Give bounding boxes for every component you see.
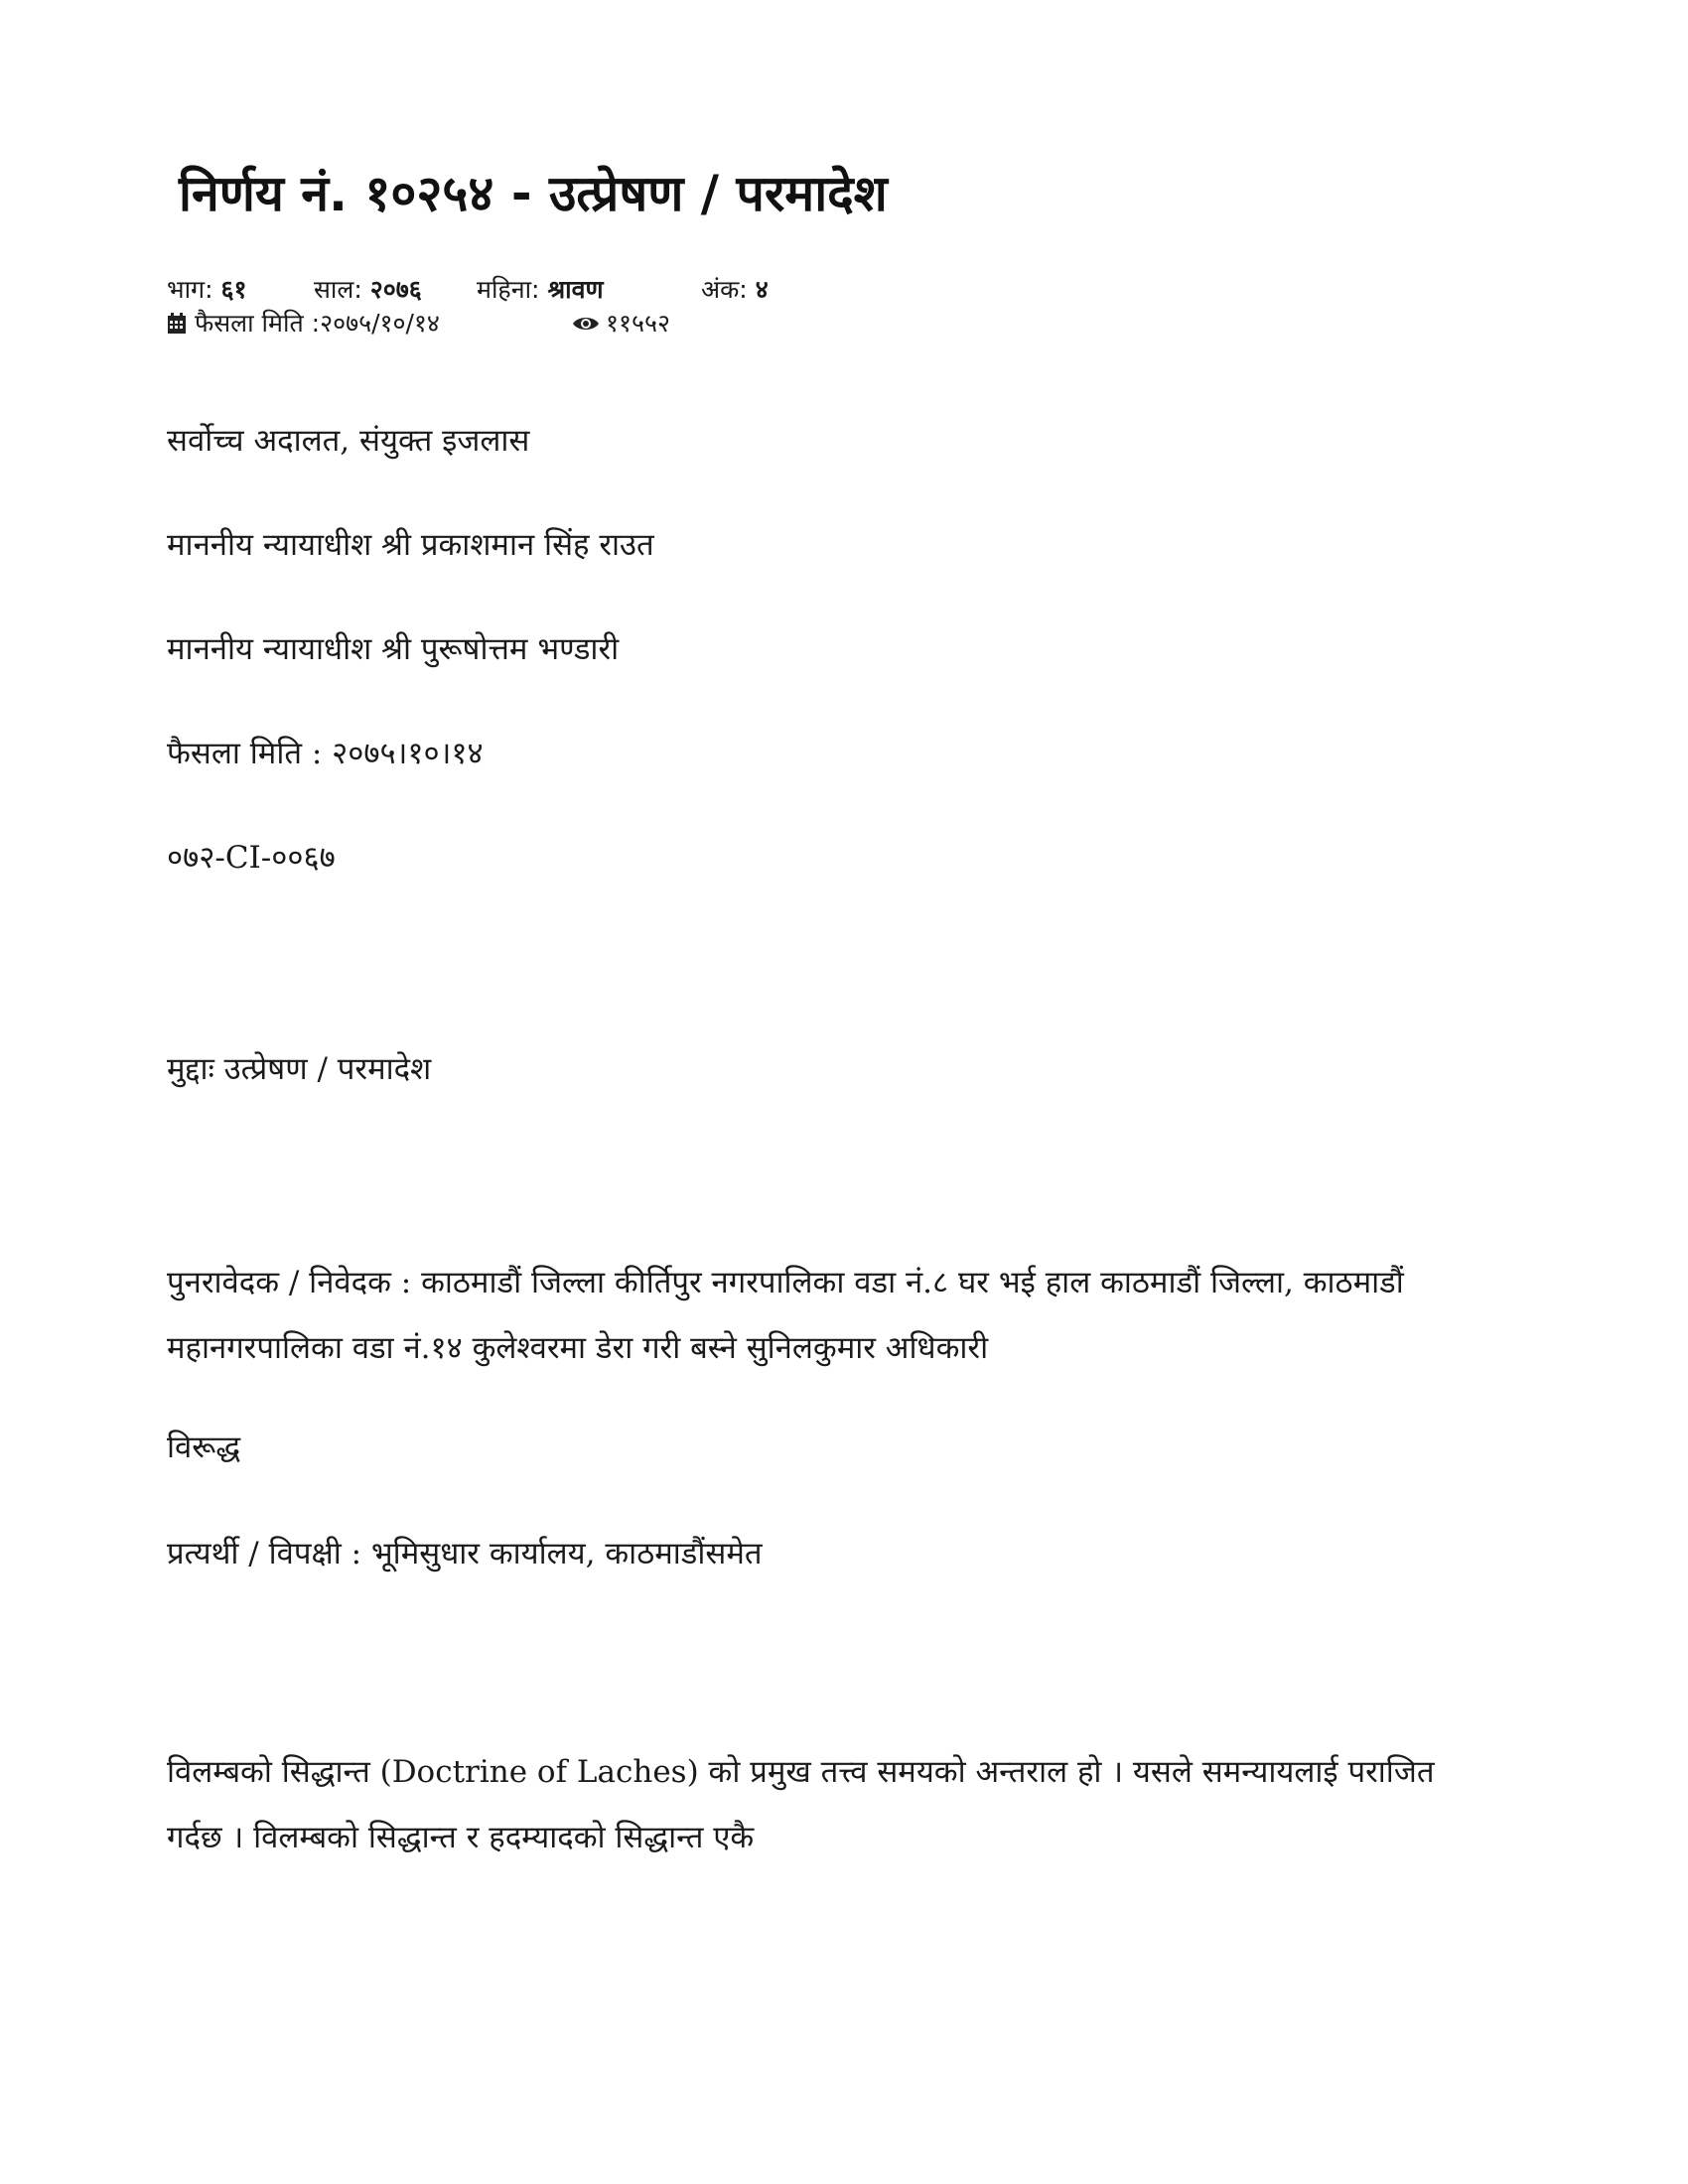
summary-text: विलम्बको सिद्धान्त (Doctrine of Laches) को प्रमुख तत्त्व समयको अन्तराल हो । यसले समन्यायलाई पराजित गर्दछ । विलम्बको सिद्धान्त र हदम्यादको सिद्धान्त एकै [167,1754,1435,1855]
saal-value: २०७६ [369,275,422,304]
views-count: ११५५२ [606,309,671,338]
faisala-date-text: फैसला मिति :२०७५/१०/१४ [195,309,440,338]
decision-meta [167,274,769,340]
court-name: सर्वोच्च अदालत, संयुक्त इजलास [167,423,530,459]
bhag-value: ६१ [220,275,247,304]
eye-icon [572,315,600,333]
mahina-value: श्रावण [547,275,604,304]
views-field [572,308,670,340]
appellant-text: पुनरावेदक / निवेदक : काठमाडौं जिल्ला कीर्तिपुर नगरपालिका वडा नं.८ घर भई हाल काठमाडौं जिल्ला, काठमाडौं महानगरपालिका वडा नं.१४ कुलेश्वरमा डेरा गरी बस्ने सुनिलकुमार अधिकारी [167,1265,1404,1366]
case-subject: मुद्दाः उत्प्रेषण / परमादेश [167,1051,432,1087]
decision-date: फैसला मिति : २०७५।१०।१४ [167,736,484,771]
versus-text: विरूद्ध [167,1430,241,1465]
date-views-row [167,308,769,340]
faisala-date-field [167,308,572,340]
page-title: निर्णय नं. १०२५४ - उत्प्रेषण / परमादेश [179,165,888,222]
publication-info [167,274,769,306]
anka-value: ४ [755,275,769,304]
judge-1: माननीय न्यायाधीश श्री प्रकाशमान सिंह राउत [167,527,654,563]
anka-label: अंक: [701,275,748,304]
bhag-label: भाग: [167,275,213,304]
bhag-field [167,274,314,306]
calendar-icon [167,313,187,335]
saal-field [314,274,477,306]
saal-label: साल: [314,275,362,304]
anka-field [701,274,769,306]
mahina-label: महिना: [477,275,540,304]
respondent-text: प्रत्यर्थी / विपक्षी : भूमिसुधार कार्यालय, काठमाडौंसमेत [167,1536,763,1571]
case-number: ०७२-CI-००६७ [167,840,336,876]
mahina-field [477,274,701,306]
judge-2: माननीय न्यायाधीश श्री पुरूषोत्तम भण्डारी [167,631,620,667]
